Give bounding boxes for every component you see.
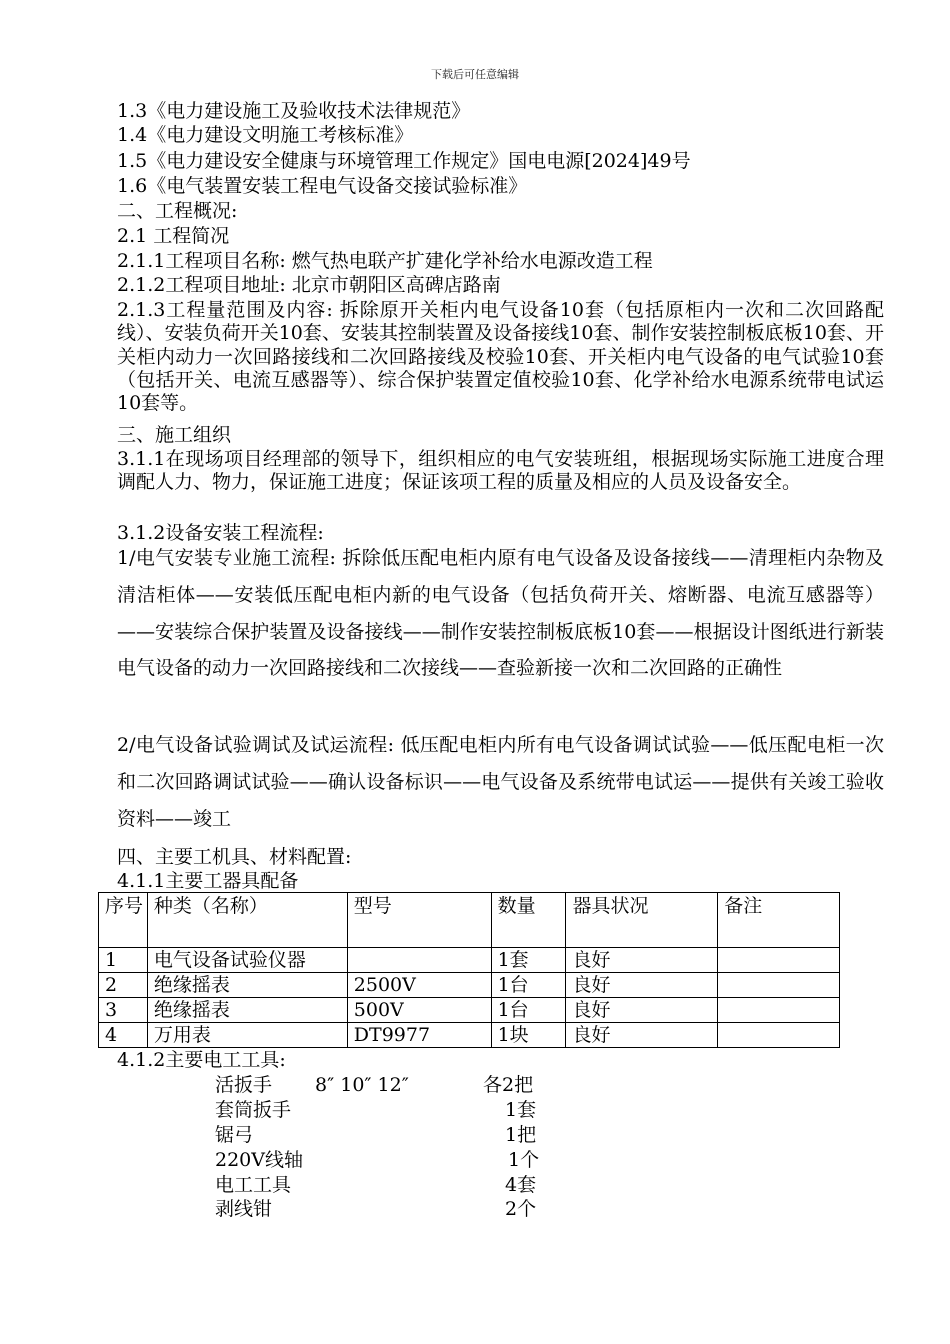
section-4-heading: 四、主要工机具、材料配置: — [117, 846, 352, 868]
organization-paragraph: 3.1.1在现场项目经理部的领导下，组织相应的电气安装班组，根据现场实际施工进度合理调配人力、物力，保证施工进度；保证该项工程的质量及相应的人员及设备安全。 — [117, 448, 884, 494]
header-note: 备注 — [718, 893, 840, 948]
cell-model: 2500V — [347, 973, 491, 998]
header-seq: 序号 — [99, 893, 148, 948]
cell-name: 电气设备试验仪器 — [147, 948, 347, 973]
tool-qty: 各2把 — [483, 1074, 534, 1096]
test-flow-paragraph: 2/电气设备试验调试及试运流程: 低压配电柜内所有电气设备调试试验——低压配电柜一次和二次回路调试试验——确认设备标识——电气设备及系统带电试运——提供有关竣工验收资料——竣工 — [117, 734, 884, 830]
electrical-tools-heading: 4.1.2主要电工工具: — [117, 1049, 286, 1071]
cell-status: 良好 — [566, 998, 718, 1023]
subsection-2-1: 2.1 工程简况 — [117, 225, 230, 247]
cell-status: 良好 — [566, 1023, 718, 1048]
tool-spec: 8″ 10″ 12″ — [315, 1074, 409, 1096]
cell-qty: 1台 — [491, 998, 566, 1023]
tool-name: 锯弓 — [215, 1124, 254, 1146]
table-row — [99, 948, 840, 973]
cell-note — [718, 948, 840, 973]
cell-seq: 1 — [99, 948, 148, 973]
cell-model — [347, 948, 491, 973]
cell-qty: 1块 — [491, 1023, 566, 1048]
cell-model: 500V — [347, 998, 491, 1023]
tool-name: 套筒扳手 — [215, 1099, 292, 1121]
tool-name: 220V线轴 — [215, 1149, 303, 1171]
cell-name: 万用表 — [147, 1023, 347, 1048]
header-qty: 数量 — [491, 893, 566, 948]
table-row — [99, 1023, 840, 1048]
cell-qty: 1台 — [491, 973, 566, 998]
tool-qty: 1个 — [508, 1149, 540, 1171]
cell-model: DT9977 — [347, 1023, 491, 1048]
tool-qty: 1套 — [505, 1099, 537, 1121]
cell-name: 绝缘摇表 — [147, 973, 347, 998]
tool-name: 电工工具 — [215, 1174, 292, 1196]
header-name: 种类（名称） — [147, 893, 347, 948]
project-address: 2.1.2工程项目地址: 北京市朝阳区高碑店路南 — [117, 274, 501, 296]
tool-name: 活扳手 — [215, 1074, 273, 1096]
section-3-heading: 三、施工组织 — [117, 424, 232, 446]
ref-1-6: 1.6《电气装置安装工程电气设备交接试验标准》 — [117, 175, 528, 197]
header-model: 型号 — [347, 893, 491, 948]
tool-qty: 1把 — [505, 1124, 537, 1146]
cell-status: 良好 — [566, 973, 718, 998]
ref-1-5: 1.5《电力建设安全健康与环境管理工作规定》国电电源[2024]49号 — [117, 150, 691, 172]
cell-status: 良好 — [566, 948, 718, 973]
cell-note — [718, 1023, 840, 1048]
tool-name: 剥线钳 — [215, 1198, 273, 1220]
table-row — [99, 973, 840, 998]
cell-seq: 3 — [99, 998, 148, 1023]
tool-qty: 2个 — [505, 1198, 537, 1220]
cell-note — [718, 998, 840, 1023]
scope-paragraph: 2.1.3工程量范围及内容: 拆除原开关柜内电气设备10套（包括原柜内一次和二次回路配线）、安装负荷开关10套、安装其控制装置及设备接线10套、制作安装控制板底板10套、开关柜内动力一次回路接线和二次回路接线及校验10套、开关柜内电气设备的电气试验10套（包括开关、电流互感器等）、综合保护装置定值校验10套、化学补给水电源系统带电试运10套等。 — [117, 299, 884, 415]
ref-1-4: 1.4《电力建设文明施工考核标准》 — [117, 124, 414, 146]
install-flow-paragraph: 1/电气安装专业施工流程: 拆除低压配电柜内原有电气设备及设备接线——清理柜内杂物及清洁柜体——安装低压配电柜内新的电气设备（包括负荷开关、熔断器、电流互感器等）——安装综合保护装置及设备接线——制作安装控制板底板10套——根据设计图纸进行新装电气设备的动力一次回路接线和二次接线——查验新接一次和二次回路的正确性 — [117, 547, 884, 680]
install-flow-heading: 3.1.2设备安装工程流程: — [117, 522, 324, 544]
page-header: 下载后可任意编辑 — [431, 68, 519, 81]
cell-seq: 2 — [99, 973, 148, 998]
table-header-row — [99, 893, 840, 948]
table-row — [99, 998, 840, 1023]
tools-table — [98, 892, 840, 1048]
cell-name: 绝缘摇表 — [147, 998, 347, 1023]
ref-1-3: 1.3《电力建设施工及验收技术法律规范》 — [117, 100, 471, 122]
cell-seq: 4 — [99, 1023, 148, 1048]
cell-note — [718, 973, 840, 998]
cell-qty: 1套 — [491, 948, 566, 973]
tool-qty: 4套 — [505, 1174, 537, 1196]
section-2-heading: 二、工程概况: — [117, 200, 238, 222]
header-status: 器具状况 — [566, 893, 718, 948]
project-name: 2.1.1工程项目名称: 燃气热电联产扩建化学补给水电源改造工程 — [117, 250, 653, 272]
tools-table-title: 4.1.1主要工器具配备 — [117, 870, 299, 892]
